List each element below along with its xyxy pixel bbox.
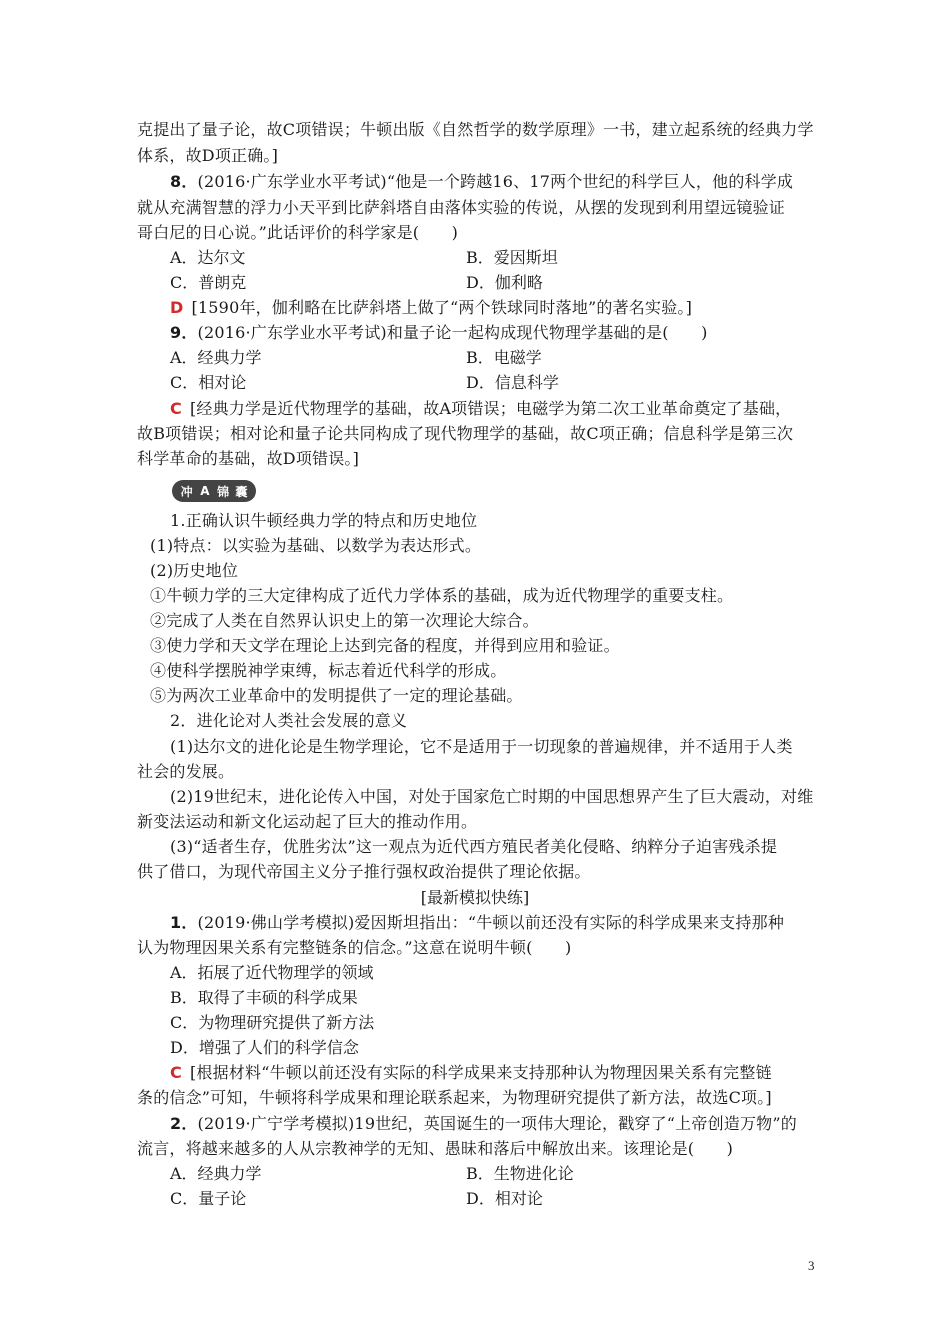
- list-item: ④使科学摆脱神学束缚，标志着近代科学的形成。: [150, 661, 507, 680]
- list-item: ①牛顿力学的三大定律构成了近代力学体系的基础，成为近代物理学的重要支柱。: [150, 586, 734, 605]
- option-c: C．相对论: [170, 373, 247, 392]
- answer-line: [170, 1061, 860, 1085]
- mock-question-2-line: [170, 1112, 860, 1136]
- text-line: (3)“适者生存，优胜劣汰”这一观点为近代西方殖民者美化侵略、纳粹分子迫害残杀提: [170, 837, 778, 856]
- option-a: A．达尔文: [170, 248, 246, 267]
- question-number: 8．: [170, 172, 198, 191]
- option-d: D．信息科学: [466, 373, 559, 392]
- option-b: B．取得了丰硕的科学成果: [170, 988, 358, 1007]
- badge-char: 冲: [180, 484, 193, 499]
- explanation: [根据材料“牛顿以前还没有实际的科学成果来支持那种认为物理因果关系有完整链: [189, 1063, 772, 1082]
- list-item: ②完成了人类在自然界认识史上的第一次理论大综合。: [150, 611, 539, 630]
- text-line: 克提出了量子论，故C项错误；牛顿出版《自然哲学的数学原理》一书，建立起系统的经典力学: [137, 120, 814, 139]
- point-title: 2．进化论对人类社会发展的意义: [170, 711, 408, 730]
- text-line: 体系，故D项正确。]: [137, 146, 279, 165]
- answer-line: [170, 296, 860, 320]
- text-line: 供了借口，为现代帝国主义分子推行强权政治提供了理论依据。: [137, 862, 591, 881]
- option-d: D．增强了人们的科学信念: [170, 1038, 359, 1057]
- question-8-line: [170, 170, 860, 194]
- option-c: C．为物理研究提供了新方法: [170, 1013, 375, 1032]
- page-number: 3: [808, 1258, 815, 1273]
- question-number: 2．: [170, 1114, 198, 1133]
- text-line: (2)历史地位: [150, 561, 239, 580]
- text-line: 故B项错误；相对论和量子论共同构成了现代物理学的基础，故C项正确；信息科学是第三次: [137, 424, 794, 443]
- list-item: ③使力学和天文学在理论上达到完备的程度，并得到应用和验证。: [150, 636, 620, 655]
- text-line: 流言，将越来越多的人从宗教神学的无知、愚昧和落后中解放出来。该理论是( ): [137, 1139, 734, 1158]
- question-text: (2016·广东学业水平考试)和量子论一起构成现代物理学基础的是( ): [197, 323, 708, 342]
- explanation: [1590年，伽利略在比萨斜塔上做了“两个铁球同时落地”的著名实验。]: [191, 298, 693, 317]
- explanation: [经典力学是近代物理学的基础，故A项错误；电磁学为第二次工业革命奠定了基础，: [189, 399, 792, 418]
- badge-char: 囊: [235, 484, 248, 499]
- question-text: (2019·佛山学考模拟)爱因斯坦指出：“牛顿以前还没有实际的科学成果来支持那种: [197, 913, 785, 932]
- option-a: A．经典力学: [170, 1164, 262, 1183]
- text-line: 新变法运动和新文化运动起了巨大的推动作用。: [137, 812, 478, 831]
- option-c: C．普朗克: [170, 273, 247, 292]
- question-number: 9．: [170, 323, 198, 342]
- text-line: 认为物理因果关系有完整链条的信念。”这意在说明牛顿( ): [137, 938, 572, 957]
- text-line: 哥白尼的日心说。”此话评价的科学家是( ): [137, 223, 459, 242]
- text-line: (1)达尔文的进化论是生物学理论，它不是适用于一切现象的普遍规律，并不适用于人类: [170, 737, 793, 756]
- option-b: B．爱因斯坦: [466, 248, 558, 267]
- question-text: (2016·广东学业水平考试)“他是一个跨越16、17两个世纪的科学巨人，他的科学成: [197, 172, 794, 191]
- badge-char: 锦: [217, 484, 230, 499]
- text-line: 社会的发展。: [137, 762, 235, 781]
- option-a: A．拓展了近代物理学的领域: [170, 963, 374, 982]
- answer-letter: C: [170, 1063, 182, 1082]
- option-d: D．伽利略: [466, 273, 543, 292]
- badge-char: A: [200, 484, 210, 498]
- text-line: (1)特点：以实验为基础、以数学为表达形式。: [150, 536, 482, 555]
- section-heading: [最新模拟快练]: [420, 888, 530, 907]
- answer-line: [170, 397, 860, 421]
- option-c: C．量子论: [170, 1189, 247, 1208]
- text-line: (2)19世纪末，进化论传入中国，对处于国家危亡时期的中国思想界产生了巨大震动，对维: [170, 787, 814, 806]
- mock-question-1-line: [170, 911, 860, 935]
- text-line: 条的信念”可知，牛顿将科学成果和理论联系起来，为物理研究提供了新方法，故选C项。]: [137, 1088, 772, 1107]
- answer-letter: C: [170, 399, 182, 418]
- text-line: 科学革命的基础，故D项错误。]: [137, 449, 360, 468]
- answer-letter: D: [170, 298, 184, 317]
- option-d: D．相对论: [466, 1189, 543, 1208]
- question-text: (2019·广宁学考模拟)19世纪，英国诞生的一项伟大理论，戳穿了“上帝创造万物”的: [197, 1114, 797, 1133]
- question-9-line: [170, 321, 860, 345]
- option-a: A．经典力学: [170, 348, 262, 367]
- text-line: 就从充满智慧的浮力小天平到比萨斜塔自由落体实验的传说，从摆的发现到利用望远镜验证: [137, 198, 786, 217]
- point-title: 1.正确认识牛顿经典力学的特点和历史地位: [170, 511, 478, 530]
- question-number: 1．: [170, 913, 198, 932]
- option-b: B．生物进化论: [466, 1164, 574, 1183]
- list-item: ⑤为两次工业革命中的发明提供了一定的理论基础。: [150, 686, 523, 705]
- option-b: B．电磁学: [466, 348, 542, 367]
- tips-badge: [172, 480, 256, 502]
